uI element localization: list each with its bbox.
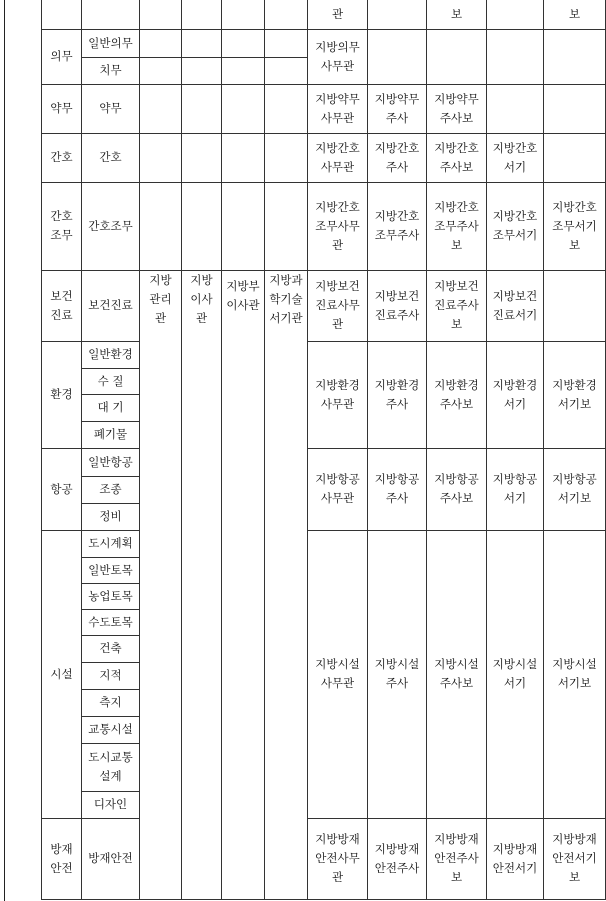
table-row bbox=[42, 341, 606, 368]
empty-cell bbox=[182, 84, 222, 133]
rank-cell: 지방간호 조무서기 bbox=[487, 182, 544, 270]
group-cell: 간호 bbox=[42, 133, 82, 182]
subject-cell: 조종 bbox=[82, 476, 140, 503]
subject-cell: 치무 bbox=[82, 57, 140, 84]
rank-cell: 지방항공 사무관 bbox=[308, 448, 368, 530]
empty-cell bbox=[182, 57, 222, 84]
rank-cell: 지방시설 서기보 bbox=[544, 530, 606, 818]
empty-cell bbox=[222, 57, 265, 84]
rank-cell: 지방항공 서기보 bbox=[544, 448, 606, 530]
rank-cell: 지방방재 안전사무 관 bbox=[308, 818, 368, 899]
subject-cell: 방재안전 bbox=[82, 818, 140, 899]
rank-cell bbox=[544, 270, 606, 341]
subject-cell: 지적 bbox=[82, 662, 140, 689]
header-cell: 보 bbox=[544, 0, 606, 29]
group-cell: 약무 bbox=[42, 84, 82, 133]
header-cell bbox=[368, 0, 427, 29]
header-cell bbox=[487, 0, 544, 29]
subject-cell: 일반항공 bbox=[82, 448, 140, 476]
header-row bbox=[42, 0, 606, 29]
empty-cell bbox=[265, 84, 308, 133]
table-row bbox=[42, 448, 606, 476]
empty-cell bbox=[265, 29, 308, 57]
rank-cell: 지방약무 주사 bbox=[368, 84, 427, 133]
header-cell: 보 bbox=[427, 0, 487, 29]
rank-cell: 지방간호 조무사무 관 bbox=[308, 182, 368, 270]
rank-cell: 지방간호 조무주사 bbox=[368, 182, 427, 270]
subject-cell: 건축 bbox=[82, 635, 140, 662]
rank-cell: 지방보건 진료서기 bbox=[487, 270, 544, 341]
subject-cell: 보건진료 bbox=[82, 270, 140, 341]
subject-cell: 정비 bbox=[82, 503, 140, 530]
rank-cell: 지방간호 사무관 bbox=[308, 133, 368, 182]
subject-cell: 농업토목 bbox=[82, 583, 140, 609]
rank-cell: 지방방재 안전서기 보 bbox=[544, 818, 606, 899]
rank-cell bbox=[544, 84, 606, 133]
empty-cell bbox=[82, 0, 140, 29]
rank-cell: 지방환경 사무관 bbox=[308, 341, 368, 448]
empty-cell bbox=[182, 0, 222, 29]
rank-cell: 지방간호 조무서기 보 bbox=[544, 182, 606, 270]
rank-cell bbox=[544, 29, 606, 84]
group-cell: 간호 조무 bbox=[42, 182, 82, 270]
rank-cell bbox=[544, 133, 606, 182]
table-row bbox=[42, 182, 606, 270]
subject-cell: 수 질 bbox=[82, 368, 140, 394]
rank-cell bbox=[487, 29, 544, 84]
group-cell: 환경 bbox=[42, 341, 82, 448]
table-row bbox=[42, 29, 606, 57]
subject-cell: 디자인 bbox=[82, 791, 140, 818]
rank-cell: 지방간호 주사보 bbox=[427, 133, 487, 182]
rank-cell bbox=[487, 84, 544, 133]
subject-cell: 폐기물 bbox=[82, 421, 140, 448]
empty-cell bbox=[140, 133, 182, 182]
group-cell: 방재 안전 bbox=[42, 818, 82, 899]
rank-cell: 지방환경 주사 bbox=[368, 341, 427, 448]
rank-cell: 지방시설 사무관 bbox=[308, 530, 368, 818]
empty-cell bbox=[222, 182, 265, 270]
rank-cell: 지방방재 안전주사 bbox=[368, 818, 427, 899]
rank-cell: 지방환경 서기보 bbox=[544, 341, 606, 448]
rank-cell: 지방시설 서기 bbox=[487, 530, 544, 818]
rank-cell: 지방약무 사무관 bbox=[308, 84, 368, 133]
empty-cell bbox=[140, 57, 182, 84]
rank-cell: 지방보건 진료사무 관 bbox=[308, 270, 368, 341]
empty-cell bbox=[182, 29, 222, 57]
senior-title-cell: 지방부 이사관 bbox=[222, 270, 265, 899]
rank-cell: 지방보건 진료주사 bbox=[368, 270, 427, 341]
subject-cell: 도시계획 bbox=[82, 530, 140, 557]
senior-title-cell: 지방 관리 관 bbox=[140, 270, 182, 899]
table-row bbox=[42, 530, 606, 557]
subject-cell: 수도토목 bbox=[82, 609, 140, 635]
subject-cell: 간호 bbox=[82, 133, 140, 182]
empty-cell bbox=[182, 133, 222, 182]
empty-cell bbox=[222, 29, 265, 57]
empty-cell bbox=[265, 57, 308, 84]
empty-cell bbox=[265, 182, 308, 270]
rank-cell bbox=[368, 29, 427, 84]
subject-cell: 일반환경 bbox=[82, 341, 140, 368]
rank-cell: 지방약무 주사보 bbox=[427, 84, 487, 133]
empty-cell bbox=[140, 0, 182, 29]
senior-title-cell: 지방과 학기술 서기관 bbox=[265, 270, 308, 899]
rank-cell: 지방환경 주사보 bbox=[427, 341, 487, 448]
rank-cell: 지방환경 서기 bbox=[487, 341, 544, 448]
table-row bbox=[42, 270, 606, 341]
rank-cell: 지방방재 안전주사 보 bbox=[427, 818, 487, 899]
empty-cell bbox=[182, 182, 222, 270]
empty-cell bbox=[265, 133, 308, 182]
subject-cell: 교통시설 bbox=[82, 716, 140, 743]
header-cell: 관 bbox=[308, 0, 368, 29]
subject-cell: 측지 bbox=[82, 689, 140, 716]
group-cell: 보건 진료 bbox=[42, 270, 82, 341]
rank-cell: 지방항공 주사 bbox=[368, 448, 427, 530]
page-edge-line bbox=[4, 0, 5, 901]
rank-cell: 지방의무 사무관 bbox=[308, 29, 368, 84]
group-cell: 의무 bbox=[42, 29, 82, 84]
subject-cell: 일반토목 bbox=[82, 557, 140, 583]
empty-cell bbox=[222, 0, 265, 29]
group-cell: 항공 bbox=[42, 448, 82, 530]
table-row bbox=[42, 133, 606, 182]
empty-cell bbox=[140, 84, 182, 133]
empty-cell bbox=[140, 182, 182, 270]
senior-title-cell: 지방 이사 관 bbox=[182, 270, 222, 899]
rank-cell: 지방간호 서기 bbox=[487, 133, 544, 182]
subject-cell: 대 기 bbox=[82, 394, 140, 421]
subject-cell: 약무 bbox=[82, 84, 140, 133]
table-row bbox=[42, 84, 606, 133]
table-row bbox=[42, 818, 606, 899]
civil-service-rank-table bbox=[41, 0, 606, 900]
rank-cell: 지방방재 안전서기 bbox=[487, 818, 544, 899]
empty-cell bbox=[222, 84, 265, 133]
group-cell: 시설 bbox=[42, 530, 82, 818]
rank-cell: 지방간호 주사 bbox=[368, 133, 427, 182]
empty-cell bbox=[222, 133, 265, 182]
empty-cell bbox=[42, 0, 82, 29]
subject-cell: 간호조무 bbox=[82, 182, 140, 270]
rank-cell: 지방시설 주사보 bbox=[427, 530, 487, 818]
rank-cell: 지방간호 조무주사 보 bbox=[427, 182, 487, 270]
rank-cell bbox=[427, 29, 487, 84]
rank-cell: 지방시설 주사 bbox=[368, 530, 427, 818]
rank-cell: 지방항공 주사보 bbox=[427, 448, 487, 530]
empty-cell bbox=[140, 29, 182, 57]
empty-cell bbox=[265, 0, 308, 29]
rank-cell: 지방보건 진료주사 보 bbox=[427, 270, 487, 341]
subject-cell: 일반의무 bbox=[82, 29, 140, 57]
subject-cell: 도시교통 설계 bbox=[82, 743, 140, 791]
rank-cell: 지방항공 서기 bbox=[487, 448, 544, 530]
